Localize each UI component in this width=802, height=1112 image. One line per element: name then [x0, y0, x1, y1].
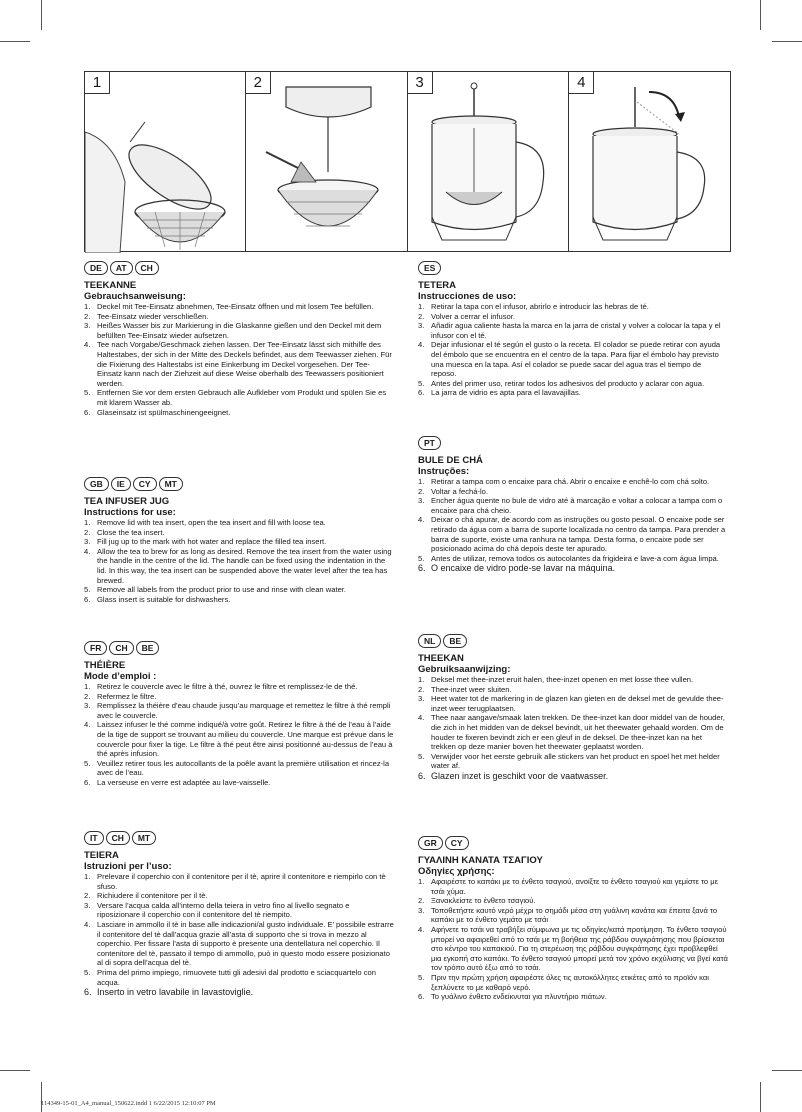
section-subtitle: Gebrauchsanweisung: — [84, 291, 186, 302]
section-es — [418, 261, 728, 398]
section-title: BULE DE CHÁ — [418, 455, 483, 466]
list-item: 3. Fill jug up to the mark with hot water and replace the filled tea insert. — [84, 537, 327, 547]
section-it — [84, 831, 394, 998]
instruction-list — [418, 877, 728, 1002]
list-item: 6. Glass insert is suitable for dishwashers. — [84, 594, 231, 604]
lift-insert-illustration — [569, 72, 730, 253]
list-item: 5. Antes del primer uso, retirar todos los adhesivos del producto y aclarar con agua. — [418, 378, 705, 388]
list-item: 2. Volver a cerrar el infusor. — [418, 311, 515, 321]
country-badge: CY — [445, 836, 469, 850]
country-badges — [418, 634, 728, 649]
figure-number: 3 — [408, 72, 433, 94]
list-item: 5. Prima del primo impiego, rimuovete tutti gli adesivi dal prodotto e sciacquartelo con acqua. — [84, 967, 376, 987]
list-item: 1. Deckel mit Tee-Einsatz abnehmen, Tee-Einsatz öffnen und mit losem Tee befüllen. — [84, 302, 374, 311]
country-badge: FR — [84, 641, 107, 655]
country-badge: IE — [111, 477, 131, 491]
list-item: 2. Richiudere il contenitore per il tè. — [84, 891, 208, 901]
country-badges — [84, 477, 394, 492]
section-title: ΓΥΑΛΙΝΗ ΚΑΝΑΤΑ ΤΣΑΓΙΟΥ — [418, 855, 543, 866]
list-item: 4. Αφήνετε το τσάι να τραβήξει σύμφωνα με τις οδηγίες/κατά προτίμηση. Το ένθετο τσαγιού μπορεί να αφαιρεθεί από το τσάι με τη βοήθεια της ράβδου συγκράτησης που βρίσκεται στο κέντρο του καπακιού. Για τη στερέωση της ράβδου συγκράτησης έχει προβλεφθεί μια εγκοπή στο καπάκι. Το ένθετο τσαγιού μπορεί μετά τον χρόνο εκχύλισης να βγεί κατά τον τρόπο αυτό έξω από το τσάι. — [418, 924, 728, 973]
list-item: 5. Verwijder voor het eerste gebruik alle stickers van het product en spoel het met helder water af. — [418, 751, 720, 771]
country-badge: DE — [84, 261, 108, 275]
list-item: 3. Heet water tot de markering in de glazen kan gieten en de deksel met de gevulde thee-inzet weer terugplaatsen. — [418, 694, 724, 713]
country-badges — [418, 836, 728, 851]
list-item: 3. Encher água quente no bule de vidro até à marcação e voltar a colocar a tampa com o encaixe para chá cheio. — [418, 496, 723, 515]
list-item: 5. Πριν την πρώτη χρήση αφαιρέστε όλες τις αυτοκόλλητες ετικέτες από το προϊόν και ξεπλύνετε το με καθαρό νερό. — [418, 972, 709, 992]
list-item: 4. Dejar infusionar el té según el gusto o la receta. El colador se puede retirar con ayuda del émbolo que se encuentra en el centro de la tapa. Para fijar el émbolo hay previsto una muesca en la tapa. Así el colador se puede sacar del agua tras el tiempo de reposo. — [418, 340, 721, 379]
instruction-list — [418, 302, 728, 398]
country-badge: CY — [133, 477, 157, 491]
print-slug: 114349-15-01_A4_manual_150622.indd 1 6/22/2015 12:10:07 PM — [41, 1100, 216, 1107]
list-item: 6. La verseuse en verre est adaptée au lave-vaisselle. — [84, 777, 271, 787]
list-item: 4. Thee naar aangave/smaak laten trekken. De thee-inzet kan door middel van de houder, die zich in het midden van de deksel bevindt, uit het theewater gehaald worden. Om de houder te fixeren bevindt zich er een gleuf in de deksel. De thee-inzet kan na het trekken op deze manier boven het theewater geplaatst worden. — [418, 713, 725, 752]
section-title: TEIERA — [84, 850, 119, 861]
country-badge: MT — [132, 831, 156, 845]
list-item: 4. Deixar o chá apurar, de acordo com as instruções ou gosto pesoal. O encaixe pode ser retirado da água com a barra de suporte localizada no centro da tampa. Para prender a barra de suporte, existe uma ranhura na tampa. Desta forma, o encaixe pode ser posicionado acima do chá depois deste ter apurado. — [418, 515, 726, 554]
figure-strip — [84, 71, 731, 252]
section-title: TEEKANNE — [84, 280, 137, 291]
country-badges — [84, 831, 394, 846]
list-item: 2. Tee-Einsatz wieder verschließen. — [84, 311, 209, 321]
section-subtitle: Mode d’emploi : — [84, 671, 157, 682]
figure-2 — [246, 71, 408, 252]
country-badges — [84, 261, 394, 276]
section-gb — [84, 477, 394, 604]
country-badges — [418, 261, 728, 276]
list-item: 1. Retirez le couvercle avec le filtre à thé, ouvrez le filtre et remplissez-le de thé. — [84, 682, 358, 691]
list-item: 4. Lasciare in ammollo il tè in base alle indicazioni/al gusto individuale. E’ possibile estrarre il contenitore del tè dall’acqua grazie all’asta di supporto che si trova in mezzo al coperchio. Per fissare l’asta di supporto è presente una dentellatura nel coperchio. Il contenitore del tè, passato il tempo di ammollo, può in questo modo essere posizionato al di sopra dell’acqua del tè. — [84, 919, 394, 968]
instruction-list — [418, 675, 728, 782]
country-badge: AT — [110, 261, 133, 275]
list-item: 3. Heißes Wasser bis zur Markierung in die Glaskanne gießen und den Deckel mit dem befüllten Tee-Einsatz wieder aufsetzen. — [84, 321, 382, 340]
list-item: 4. Tee nach Vorgabe/Geschmack ziehen lassen. Der Tee-Einsatz lässt sich mithilfe des Haltestabes, der sich in der Mitte des Deckels befindet, aus dem Teewasser ziehen. Für die Fixierung des Haltestabs ist eine Einkerbung im Deckel vorgesehen. Der Tee-Einsatz kann nach der Ziehzeit auf diese Weise oberhalb des Teewassers positioniert werden. — [84, 340, 392, 388]
section-subtitle: Instructions for use: — [84, 507, 176, 518]
country-badge: NL — [418, 634, 441, 648]
list-item: 6. Το γυάλινο ένθετο ενδείκνυται για πλυντήριο πιάτων. — [418, 992, 607, 1002]
list-item: 5. Entfernen Sie vor dem ersten Gebrauch alle Aufkleber vom Produkt und spülen Sie es mit klarem Wasser ab. — [84, 388, 387, 407]
country-badge: MT — [159, 477, 183, 491]
section-title: THEEKAN — [418, 653, 464, 664]
figure-1 — [84, 71, 246, 252]
list-item: 1. Prelevare il coperchio con il contenitore per il tè, aprire il contenitore e riempirlo con tè sfuso. — [84, 872, 386, 891]
list-item: 1. Retirar la tapa con el infusor, abrirlo e introducir las hebras de té. — [418, 302, 649, 311]
list-item: 4. Allow the tea to brew for as long as desired. Remove the tea insert from the water using the handle in the centre of the lid. The handle can be fixed using the indentation in the lid. In this way, the tea insert can be suspended above the water level after the tea has brewed. — [84, 546, 392, 585]
instruction-list — [84, 518, 394, 604]
list-item: 6. Glazen inzet is geschikt voor de vaatwasser. — [418, 770, 609, 781]
list-item: 6. O encaixe de vidro pode-se lavar na máquina. — [418, 563, 616, 574]
section-subtitle: Istruzioni per l’uso: — [84, 861, 172, 872]
instruction-list — [84, 682, 394, 788]
section-nl — [418, 634, 728, 782]
figure-3 — [408, 71, 570, 252]
instruction-list — [418, 477, 728, 574]
list-item: 6. La jarra de vidrio es apta para el lavavajillas. — [418, 388, 581, 398]
fill-jug-illustration — [408, 72, 569, 253]
list-item: 2. Voltar a fechá-lo. — [418, 486, 488, 496]
list-item: 3. Τοποθετήστε καυτό νερό μέχρι το σημάδι μέσα στη γυάλινη κανάτα και έπειτα ξανά το καπάκι με το ένθετο γεμάτο με τσάι — [418, 905, 718, 925]
section-de — [84, 261, 394, 417]
list-item: 1. Retirar a tampa com o encaixe para chá. Abrir o encaixe e enchê-lo com chá solto. — [418, 477, 710, 486]
section-pt — [418, 436, 728, 574]
country-badge: BE — [136, 641, 160, 655]
list-item: 2. Ξανακλείστε το ένθετο τσαγιού. — [418, 896, 536, 906]
country-badge: CH — [135, 261, 159, 275]
list-item: 2. Thee-inzet weer sluiten. — [418, 684, 512, 694]
list-item: 2. Close the tea insert. — [84, 527, 165, 537]
country-badge: BE — [443, 634, 467, 648]
figure-number: 2 — [246, 72, 271, 94]
list-item: 1. Αφαιρέστε το καπάκι με το ένθετο τσαγιού, ανοίξτε το ένθετο τσαγιού και γεμίστε το με τσάι χύμα. — [418, 877, 719, 896]
country-badge: CH — [106, 831, 130, 845]
country-badges — [418, 436, 728, 451]
country-badge: ES — [418, 261, 441, 275]
list-item: 3. Versare l’acqua calda all’interno della teiera in vetro fino al livello segnato e riposizionare il coperchio con il contenitore del tè riempito. — [84, 900, 350, 920]
instruction-list — [84, 302, 394, 417]
list-item: 3. Remplissez la théière d’eau chaude jusqu’au marquage et remettez le filtre à thé rempli avec le couvercle. — [84, 701, 391, 720]
list-item: 2. Refermez le filtre. — [84, 691, 157, 701]
section-title: THÉIÈRE — [84, 660, 126, 671]
remove-lid-illustration — [85, 72, 246, 253]
close-insert-illustration — [246, 72, 407, 253]
list-item: 6. Glaseinsatz ist spülmaschinengeeignet. — [84, 407, 231, 417]
country-badge: GB — [84, 477, 109, 491]
list-item: 5. Remove all labels from the product prior to use and rinse with clean water. — [84, 585, 347, 595]
figure-number: 1 — [85, 72, 110, 94]
country-badges — [84, 641, 394, 656]
section-subtitle: Οδηγίες χρήσης: — [418, 866, 495, 877]
list-item: 6. Inserto in vetro lavabile in lavastoviglie. — [84, 987, 254, 998]
section-subtitle: Gebruiksaanwijzing: — [418, 664, 511, 675]
section-subtitle: Instruções: — [418, 466, 470, 477]
section-title: TETERA — [418, 280, 456, 291]
list-item: 3. Añadir agua caliente hasta la marca en la jarra de cristal y volver a colocar la tapa y el infusor con el té. — [418, 321, 721, 340]
list-item: 1. Remove lid with tea insert, open the tea insert and fill with loose tea. — [84, 518, 326, 527]
figure-number: 4 — [569, 72, 594, 94]
figure-4 — [569, 71, 731, 252]
section-fr — [84, 641, 394, 788]
instruction-list — [84, 872, 394, 998]
country-badge: GR — [418, 836, 443, 850]
country-badge: PT — [418, 436, 441, 450]
list-item: 1. Deksel met thee-inzet eruit halen, thee-inzet openen en met losse thee vullen. — [418, 675, 694, 684]
section-gr — [418, 836, 728, 1002]
country-badge: CH — [109, 641, 133, 655]
section-subtitle: Instrucciones de uso: — [418, 291, 517, 302]
list-item: 5. Antes de utilizar, remova todos os autocolantes da frigideira e lave-a com água limpa. — [418, 553, 719, 563]
section-title: TEA INFUSER JUG — [84, 496, 170, 507]
country-badge: IT — [84, 831, 104, 845]
list-item: 4. Laissez infuser le thé comme indiqué/à votre goût. Retirez le filtre à thé de l’eau à l’aide de la tige de support se trouvant au milieu du couvercle. Une marque est prévue dans le couvercle pour fixer la tige. Le filtre à thé peut être ainsi positionné au-dessus de l’eau à thé après infusion. — [84, 720, 394, 759]
list-item: 5. Veuillez retirer tous les autocollants de la poêle avant la première utilisation et rincez-la avec de l’eau. — [84, 758, 390, 778]
